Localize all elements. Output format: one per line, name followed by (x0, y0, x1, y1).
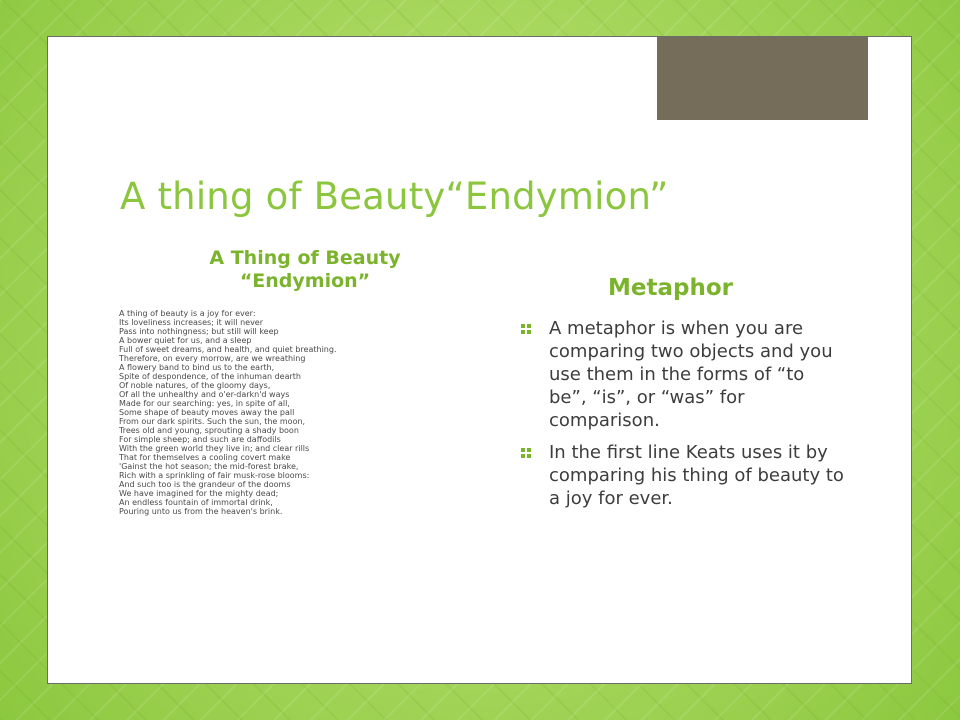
poem-line: Rich with a sprinkling of fair musk-rose blooms: (119, 471, 310, 480)
poem-line: With the green world they live in; and clear rills (119, 444, 310, 453)
poem-line: Therefore, on every morrow, are we wreathing (119, 354, 306, 363)
poem-line: Trees old and young, sprouting a shady boon (119, 426, 299, 435)
green-square-bullet-icon (520, 447, 532, 459)
poem-line: Made for our searching: yes, in spite of all, (119, 399, 290, 408)
right-column-heading: Metaphor (608, 275, 733, 301)
poem-line: 'Gainst the hot season; the mid-forest brake, (119, 462, 299, 471)
metaphor-bullet-list (516, 317, 846, 519)
poem-line: That for themselves a cooling covert make (119, 453, 291, 462)
poem-line: Of all the unhealthy and o'er-darkn'd ways (119, 390, 290, 399)
poem-text (119, 309, 409, 516)
poem-line: Full of sweet dreams, and health, and quiet breathing. (119, 345, 337, 354)
poem-line: Of noble natures, of the gloomy days, (119, 381, 271, 390)
poem-line: Pouring unto us from the heaven's brink. (119, 507, 283, 516)
poem-line: From our dark spirits. Such the sun, the moon, (119, 417, 306, 426)
bullet-text: In the first line Keats uses it by comparing his thing of beauty to a joy for ever. (549, 442, 844, 509)
left-column-heading: A Thing of Beauty “Endymion” (209, 247, 401, 292)
poem-line: A bower quiet for us, and a sleep (119, 336, 252, 345)
poem-line: Some shape of beauty moves away the pall (119, 408, 295, 417)
green-square-bullet-icon (520, 323, 532, 335)
slide-title: A thing of Beauty“Endymion” (120, 175, 669, 218)
poem-line: An endless fountain of immortal drink, (119, 498, 273, 507)
top-accent-block (657, 37, 868, 120)
slide-panel (47, 36, 912, 684)
poem-line: A flowery band to bind us to the earth, (119, 363, 275, 372)
poem-line: Pass into nothingness; but still will keep (119, 327, 279, 336)
poem-line: For simple sheep; and such are daffodils (119, 435, 281, 444)
poem-line: And such too is the grandeur of the dooms (119, 480, 291, 489)
bullet-text: A metaphor is when you are comparing two objects and you use them in the forms of “to be”, “is”, or “was” for comparison. (549, 318, 833, 431)
bullet-item (516, 317, 846, 432)
poem-line: A thing of beauty is a joy for ever: (119, 309, 256, 318)
poem-line: Spite of despondence, of the inhuman dearth (119, 372, 301, 381)
poem-line: Its loveliness increases; it will never (119, 318, 264, 327)
bullet-item (516, 441, 846, 510)
poem-line: We have imagined for the mighty dead; (119, 489, 279, 498)
